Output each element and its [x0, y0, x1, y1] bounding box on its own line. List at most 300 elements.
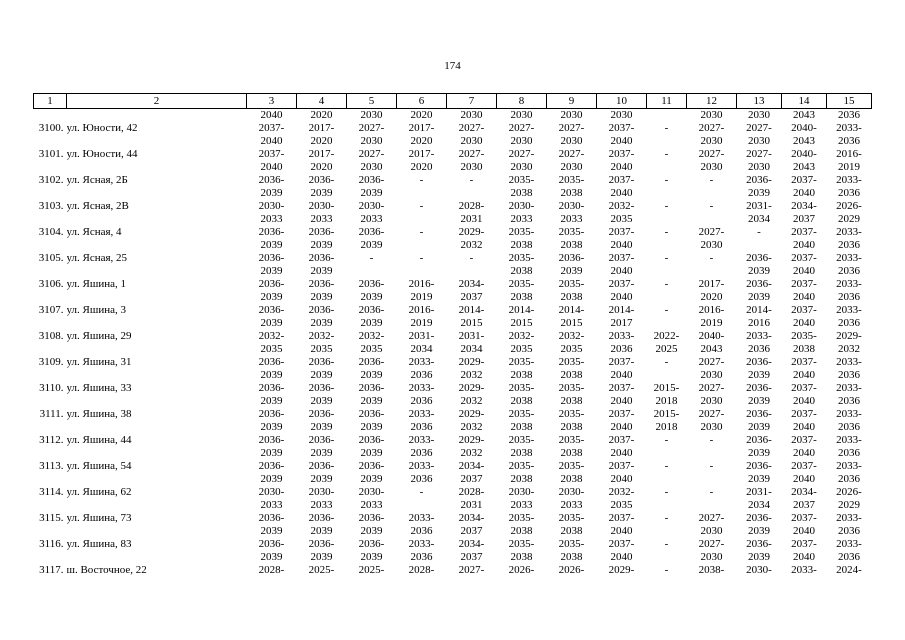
period-end-cell: 2035	[360, 343, 383, 355]
address-cell	[67, 109, 247, 123]
number-cell	[34, 447, 67, 460]
table-row-continuation	[34, 447, 872, 460]
period-start-cell: -	[664, 486, 669, 498]
period-end-cell: 2038	[560, 291, 583, 303]
period-start-cell: 2033-	[408, 434, 435, 446]
record-number: 3110.	[39, 382, 64, 394]
address-cell	[67, 343, 247, 356]
period-end-cell: 2039	[748, 421, 770, 433]
address-cell	[67, 369, 247, 382]
record-number: 3113.	[39, 460, 64, 472]
period-start-cell: 2036-	[746, 252, 772, 264]
table-row	[34, 174, 872, 187]
period-start-cell: 2036-	[308, 408, 335, 420]
period-start-cell: 2022-	[653, 330, 680, 342]
number-cell	[34, 421, 67, 434]
period-end-cell: 2035	[560, 343, 583, 355]
period-start-cell: 2036-	[746, 278, 772, 290]
period-start-cell: 2035-	[508, 512, 535, 524]
period-end-cell: 2032	[838, 343, 860, 355]
period-end-cell: 2033	[260, 213, 283, 225]
period-end-cell: 2036	[838, 525, 860, 537]
period-start-cell: 2030-	[508, 486, 535, 498]
period-start-cell: -	[419, 200, 424, 212]
period-start-cell: 2037-	[608, 408, 635, 420]
period-start-cell: -	[709, 434, 714, 446]
period-start-cell: 2037-	[608, 356, 635, 368]
period-end-cell: 2038	[560, 473, 583, 485]
period-start-cell: 2027-	[698, 356, 725, 368]
period-end-cell: 2038	[510, 395, 533, 407]
table-row	[34, 330, 872, 343]
period-end-cell: 2019	[838, 161, 860, 173]
period-start-cell: 2030-	[558, 486, 585, 498]
period-start-cell: 2036-	[258, 382, 285, 394]
period-start-cell: 2036-	[258, 460, 285, 472]
period-start-cell: 2026-	[558, 564, 585, 576]
period-start-cell: 2037-	[791, 226, 817, 238]
table-row	[34, 122, 872, 135]
record-address: ул. Яшина, 3	[66, 304, 126, 316]
period-end-cell: 2039	[748, 291, 770, 303]
period-end-cell: 2036	[838, 317, 860, 329]
period-start-cell: 2038-	[698, 564, 725, 576]
period-end-cell: 2032	[460, 421, 483, 433]
number-cell	[34, 213, 67, 226]
record-address: ул. Яшина, 1	[66, 278, 126, 290]
table-row	[34, 434, 872, 447]
period-end-cell: 2034	[748, 499, 770, 511]
number-cell	[34, 551, 67, 564]
period-end-cell: 2039	[310, 291, 333, 303]
period-end-cell	[397, 213, 447, 226]
record-number: 3112.	[39, 434, 64, 446]
period-start-cell: -	[664, 538, 669, 550]
period-start-cell: 2037-	[791, 174, 817, 186]
column-header-1: 1	[34, 94, 67, 109]
period-start-cell: 2037-	[791, 460, 817, 472]
period-start-cell: 2016-	[698, 304, 725, 316]
period-start-cell: 2033-	[836, 408, 862, 420]
period-end-cell: 2032	[460, 369, 483, 381]
period-start-cell: 2030-	[358, 200, 385, 212]
period-start-cell: 2037-	[608, 148, 635, 160]
address-cell	[67, 135, 247, 148]
period-end-cell	[297, 577, 347, 590]
header-row	[34, 94, 872, 109]
period-start-cell: 2015-	[653, 382, 680, 394]
address-cell	[67, 291, 247, 304]
period-start-cell: 2029-	[458, 408, 485, 420]
period-start-cell: 2036-	[258, 278, 285, 290]
period-start-cell: 2028-	[458, 200, 485, 212]
period-start-cell: 2036-	[358, 304, 385, 316]
period-end-cell: 2040	[793, 291, 815, 303]
period-end-cell: 2030	[360, 161, 383, 173]
period-end-cell: 2019	[700, 317, 723, 329]
period-start-cell: 2029-	[836, 330, 862, 342]
period-start-cell: 2035-	[508, 226, 535, 238]
period-end-cell: 2035	[610, 499, 633, 511]
period-start-cell: 2036-	[258, 434, 285, 446]
period-start-cell: 2036-	[746, 512, 772, 524]
period-end-cell: 2033	[510, 213, 533, 225]
period-start-cell: 2017-	[308, 148, 335, 160]
period-start-cell: 2027-	[698, 226, 725, 238]
period-start-cell: 2030-	[308, 486, 335, 498]
period-end-cell: 2038	[510, 447, 533, 459]
period-start-cell: 2027-	[508, 148, 535, 160]
period-end-cell: 2039	[748, 447, 770, 459]
period-start-cell: 2030-	[508, 200, 535, 212]
period-start-cell: 2016-	[836, 148, 862, 160]
period-end-cell: 2019	[410, 317, 433, 329]
period-end-cell: 2033	[260, 499, 283, 511]
period-start-cell: -	[664, 304, 669, 316]
period-end-cell: 2040	[793, 265, 815, 277]
table-row	[34, 564, 872, 577]
period-start-cell: 2028-	[408, 564, 435, 576]
period-start-cell: 2033-	[791, 564, 817, 576]
period-start-cell: 2036-	[308, 382, 335, 394]
period-end-cell: 2035	[310, 343, 333, 355]
period-end-cell	[397, 577, 447, 590]
period-end-cell	[647, 447, 687, 460]
period-end-cell: 2039	[310, 551, 333, 563]
period-start-cell: 2027-	[698, 382, 725, 394]
period-end-cell: 2040	[793, 187, 815, 199]
period-start-cell: -	[419, 252, 424, 264]
record-address: ул. Яшина, 62	[66, 486, 132, 498]
period-end-cell: 2029	[838, 499, 860, 511]
period-start-cell: 2026-	[836, 200, 862, 212]
period-end-cell: 2039	[310, 525, 333, 537]
period-start-cell: -	[664, 226, 669, 238]
period-end-cell: 2036	[838, 135, 860, 147]
period-start-cell: 2036-	[308, 226, 335, 238]
number-cell	[34, 317, 67, 330]
period-start-cell: 2034-	[458, 538, 485, 550]
period-end-cell: 2036	[838, 187, 860, 199]
period-end-cell: 2036	[838, 551, 860, 563]
period-start-cell: 2037-	[608, 226, 635, 238]
table-row-continuation	[34, 525, 872, 538]
period-end-cell	[347, 577, 397, 590]
period-start-cell: 2037-	[608, 434, 635, 446]
period-end-cell: 2038	[560, 239, 583, 251]
period-start-cell: 2027-	[508, 122, 535, 134]
period-start-cell: 2025-	[358, 564, 385, 576]
period-end-cell: 2039	[748, 525, 770, 537]
table-row	[34, 252, 872, 265]
table-row-continuation	[34, 291, 872, 304]
period-end-cell	[447, 577, 497, 590]
period-start-cell: 2036-	[258, 304, 285, 316]
period-start-cell: 2036-	[308, 174, 335, 186]
period-end-cell: 2039	[360, 317, 383, 329]
column-header-15: 15	[827, 94, 872, 109]
period-start-cell: 2036-	[258, 538, 285, 550]
period-start-cell: 2030-	[746, 564, 772, 576]
table-row	[34, 486, 872, 499]
period-start-cell: 2036-	[308, 304, 335, 316]
period-end-cell: 2040	[610, 161, 633, 173]
record-number: 3115.	[39, 512, 64, 524]
record-number: 3117.	[39, 564, 64, 576]
period-start-cell: 2030-	[558, 200, 585, 212]
period-end-cell: 2038	[560, 395, 583, 407]
table-row	[34, 148, 872, 161]
period-start-cell: 2029-	[458, 226, 485, 238]
period-end-cell: 2030	[460, 109, 483, 121]
address-cell	[67, 239, 247, 252]
period-end-cell	[647, 525, 687, 538]
number-cell	[34, 499, 67, 512]
column-header-12: 12	[687, 94, 737, 109]
period-end-cell: 2034	[748, 213, 770, 225]
period-start-cell: 2037-	[791, 252, 817, 264]
period-end-cell: 2040	[793, 551, 815, 563]
period-start-cell: 2033-	[836, 252, 862, 264]
period-end-cell: 2039	[310, 473, 333, 485]
period-end-cell: 2038	[510, 265, 533, 277]
period-start-cell: 2016-	[408, 278, 435, 290]
period-end-cell: 2037	[793, 499, 815, 511]
period-end-cell: 2020	[310, 135, 333, 147]
period-end-cell: 2036	[838, 421, 860, 433]
period-end-cell	[597, 577, 647, 590]
period-end-cell: 2039	[748, 395, 770, 407]
period-end-cell	[647, 109, 687, 123]
period-start-cell: 2033-	[408, 512, 435, 524]
period-end-cell: 2030	[510, 109, 533, 121]
period-start-cell: 2037-	[791, 304, 817, 316]
period-end-cell	[687, 447, 737, 460]
period-end-cell: 2020	[410, 135, 433, 147]
period-start-cell: 2036-	[358, 434, 385, 446]
period-start-cell: -	[709, 174, 714, 186]
table-row-continuation	[34, 395, 872, 408]
period-end-cell: 2039	[360, 239, 383, 251]
table-row	[34, 226, 872, 239]
period-start-cell: 2033-	[836, 174, 862, 186]
period-end-cell: 2038	[560, 447, 583, 459]
period-start-cell: 2040-	[791, 148, 817, 160]
period-start-cell: -	[664, 434, 669, 446]
period-start-cell: 2032-	[558, 330, 585, 342]
period-end-cell: 2040	[610, 525, 633, 537]
period-start-cell: 2036-	[746, 174, 772, 186]
period-start-cell: 2037-	[608, 122, 635, 134]
period-end-cell: 2015	[510, 317, 533, 329]
column-header-5: 5	[347, 94, 397, 109]
period-end-cell: 2039	[310, 395, 333, 407]
period-start-cell: 2035-	[558, 434, 585, 446]
period-start-cell: 2028-	[258, 564, 285, 576]
period-start-cell: 2035-	[508, 408, 535, 420]
period-end-cell: 2040	[610, 187, 633, 199]
period-end-cell: 2030	[560, 109, 583, 121]
period-start-cell: 2037-	[791, 512, 817, 524]
period-start-cell: 2033-	[608, 330, 635, 342]
number-cell	[34, 265, 67, 278]
period-end-cell: 2040	[260, 161, 283, 173]
period-start-cell: 2035-	[558, 408, 585, 420]
table-row-continuation	[34, 343, 872, 356]
period-start-cell: -	[664, 278, 669, 290]
period-end-cell: 2033	[310, 499, 333, 511]
address-cell	[67, 447, 247, 460]
period-end-cell: 2039	[260, 447, 283, 459]
period-end-cell: 2039	[260, 473, 283, 485]
period-end-cell	[647, 369, 687, 382]
period-start-cell: 2032-	[308, 330, 335, 342]
period-start-cell: 2036-	[358, 356, 385, 368]
period-start-cell: 2035-	[508, 538, 535, 550]
period-end-cell: 2020	[410, 161, 433, 173]
period-start-cell: -	[664, 564, 669, 576]
period-end-cell	[647, 239, 687, 252]
continuation-row	[34, 109, 872, 123]
period-start-cell: 2036-	[308, 538, 335, 550]
period-end-cell: 2038	[510, 187, 533, 199]
period-end-cell: 2039	[360, 395, 383, 407]
period-start-cell: 2036-	[308, 512, 335, 524]
period-end-cell: 2030	[700, 239, 723, 251]
period-end-cell: 2036	[838, 109, 860, 121]
period-end-cell: 2040	[793, 525, 815, 537]
period-start-cell: -	[757, 226, 761, 238]
period-end-cell: 2034	[410, 343, 433, 355]
period-end-cell: 2040	[610, 395, 633, 407]
period-end-cell: 2040	[793, 239, 815, 251]
period-end-cell: 2043	[793, 109, 815, 121]
period-end-cell: 2040	[610, 447, 633, 459]
table-row-continuation	[34, 213, 872, 226]
period-start-cell: 2030-	[308, 200, 335, 212]
period-start-cell: 2033-	[836, 278, 862, 290]
period-start-cell: 2036-	[358, 226, 385, 238]
period-end-cell: 2032	[460, 395, 483, 407]
period-end-cell: 2030	[460, 161, 483, 173]
period-end-cell: 2031	[460, 213, 483, 225]
record-address: ул. Ясная, 25	[66, 252, 128, 264]
period-start-cell: 2036-	[358, 382, 385, 394]
table-row	[34, 304, 872, 317]
period-end-cell	[397, 499, 447, 512]
period-end-cell: 2036	[838, 447, 860, 459]
table-row	[34, 278, 872, 291]
table-row	[34, 382, 872, 395]
record-address: ул. Яшина, 54	[66, 460, 132, 472]
address-cell	[67, 473, 247, 486]
period-end-cell	[687, 187, 737, 200]
address-cell	[67, 187, 247, 200]
period-end-cell: 2038	[510, 421, 533, 433]
period-start-cell: 2035-	[558, 538, 585, 550]
number-cell	[34, 369, 67, 382]
period-end-cell	[827, 577, 872, 590]
period-start-cell: 2033-	[836, 460, 862, 472]
period-end-cell: 2040	[610, 291, 633, 303]
number-cell	[34, 135, 67, 148]
period-start-cell: 2036-	[308, 460, 335, 472]
period-start-cell: -	[664, 200, 669, 212]
period-start-cell: 2036-	[308, 434, 335, 446]
column-header-10: 10	[597, 94, 647, 109]
period-start-cell: 2015-	[653, 408, 680, 420]
period-end-cell: 2040	[260, 135, 283, 147]
period-end-cell: 2039	[260, 239, 283, 251]
period-end-cell: 2039	[310, 447, 333, 459]
period-end-cell: 2039	[360, 291, 383, 303]
period-start-cell: 2014-	[558, 304, 585, 316]
period-end-cell: 2040	[793, 395, 815, 407]
period-end-cell: 2030	[560, 161, 583, 173]
period-end-cell: 2040	[610, 473, 633, 485]
period-start-cell: 2036-	[558, 252, 585, 264]
period-end-cell: 2040	[610, 369, 633, 381]
address-cell	[67, 265, 247, 278]
period-start-cell: 2036-	[258, 356, 285, 368]
period-end-cell	[687, 473, 737, 486]
period-start-cell: 2037-	[608, 252, 635, 264]
period-end-cell: 2017	[610, 317, 633, 329]
period-start-cell: -	[419, 174, 424, 186]
period-end-cell: 2030	[360, 135, 383, 147]
period-end-cell: 2038	[510, 239, 533, 251]
period-end-cell: 2030	[700, 551, 723, 563]
period-start-cell: 2031-	[746, 200, 772, 212]
period-end-cell: 2030	[748, 135, 770, 147]
number-cell	[34, 395, 67, 408]
period-end-cell	[647, 213, 687, 226]
period-start-cell: 2035-	[508, 460, 535, 472]
period-start-cell: 2033-	[408, 538, 435, 550]
period-end-cell: 2025	[655, 343, 678, 355]
number-cell	[34, 473, 67, 486]
column-header-8: 8	[497, 94, 547, 109]
period-start-cell: -	[709, 460, 714, 472]
period-start-cell: 2035-	[508, 356, 535, 368]
period-start-cell: 2029-	[458, 356, 485, 368]
period-start-cell: 2035-	[558, 460, 585, 472]
period-end-cell: 2037	[460, 525, 483, 537]
record-number: 3100.	[38, 122, 64, 134]
period-end-cell	[782, 577, 827, 590]
period-end-cell	[687, 577, 737, 590]
period-end-cell: 2040	[793, 369, 815, 381]
period-start-cell: 2035-	[558, 382, 585, 394]
record-number: 3103.	[38, 200, 64, 212]
period-end-cell: 2040	[610, 239, 633, 251]
period-end-cell	[647, 473, 687, 486]
period-end-cell	[687, 265, 737, 278]
period-end-cell: 2036	[410, 395, 433, 407]
period-start-cell: 2036-	[308, 356, 335, 368]
period-start-cell: -	[709, 486, 714, 498]
period-start-cell: 2030-	[258, 486, 285, 498]
period-end-cell: 2043	[700, 343, 723, 355]
period-start-cell: 2016-	[408, 304, 435, 316]
period-end-cell: 2038	[560, 551, 583, 563]
period-end-cell	[447, 187, 497, 200]
record-address: ул. Яшина, 38	[66, 408, 132, 420]
period-start-cell: 2031-	[746, 486, 772, 498]
record-number: 3109.	[38, 356, 64, 368]
period-end-cell	[687, 499, 737, 512]
period-end-cell: 2030	[360, 109, 383, 121]
